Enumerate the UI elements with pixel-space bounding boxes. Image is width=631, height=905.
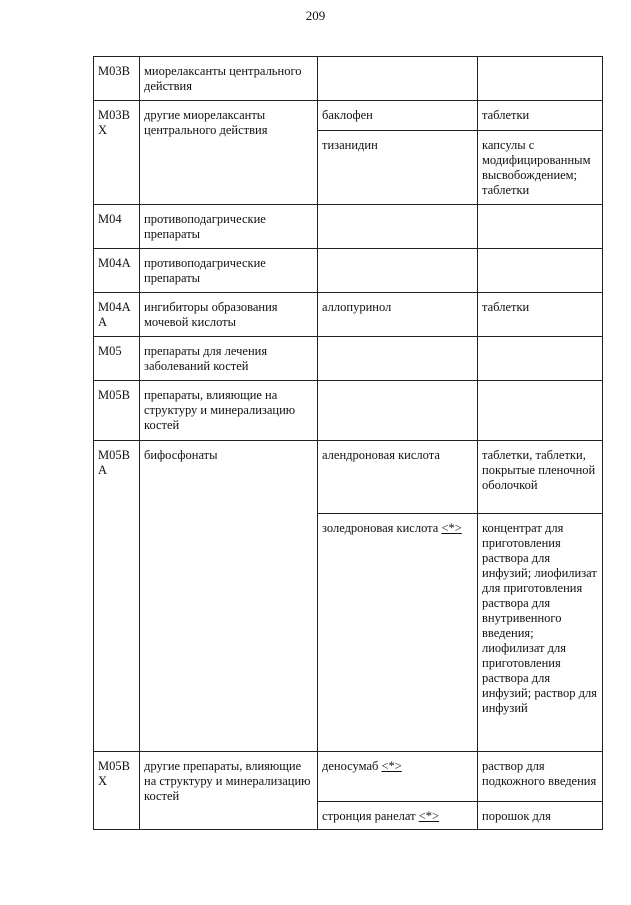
table-row [94,441,603,514]
atc-code-cell: M03B [94,57,140,101]
atc-code-cell: M03B X [94,101,140,205]
drug-name-cell [318,131,478,205]
atc-code-cell: M04A A [94,293,140,337]
group-name-cell: препараты для лечения заболеваний костей [140,337,318,381]
drug-name: тизанидин [322,138,378,152]
drug-name-cell [318,337,478,381]
drug-name: аллопуринол [322,300,392,314]
drug-name: алендроновая кислота [322,448,440,462]
atc-code-cell: M05B A [94,441,140,752]
dosage-form-cell [478,337,603,381]
atc-code-cell: M05 [94,337,140,381]
atc-code-cell: M05B [94,381,140,441]
group-name-cell: препараты, влияющие на структуру и минерализацию костей [140,381,318,441]
drug-name-cell [318,57,478,101]
page-number: 209 [305,8,326,23]
footnote-link[interactable]: <*> [381,759,402,773]
dosage-form-cell: концентрат для приготовления раствора для инфузий; лиофилизат для приготовления раствора для внутривенного введения; лиофилизат для приготовления раствора для инфузий; раствор для инфузий [478,514,603,752]
table-row [94,293,603,337]
group-name-cell: противоподагрические препараты [140,249,318,293]
table-row [94,101,603,131]
group-name-cell: ингибиторы образования мочевой кислоты [140,293,318,337]
dosage-form-cell [478,57,603,101]
atc-code-cell: M04 [94,205,140,249]
atc-code-cell: M05B X [94,752,140,830]
drug-name-cell [318,381,478,441]
group-name-cell: другие миорелаксанты центрального действия [140,101,318,205]
drug-name-cell [318,441,478,514]
drug-name: баклофен [322,108,373,122]
drug-name: стронция ранелат [322,809,416,823]
footnote-link[interactable]: <*> [418,809,440,823]
dosage-form-cell [478,381,603,441]
drug-name-cell [318,293,478,337]
group-name-cell: другие препараты, влияющие на структуру и минерализацию костей [140,752,318,830]
table-row [94,337,603,381]
dosage-form-cell: капсулы с модифицированным высвобождением; таблетки [478,131,603,205]
drug-name-cell [318,101,478,131]
drug-name-cell [318,514,478,752]
dosage-form-cell: таблетки [478,293,603,337]
table-row [94,249,603,293]
dosage-form-cell: таблетки [478,101,603,131]
dosage-form-cell: порошок для [478,802,603,830]
dosage-form-cell [478,205,603,249]
drug-name-cell [318,802,478,830]
drug-name-cell [318,249,478,293]
group-name-cell: противоподагрические препараты [140,205,318,249]
drug-name: деносумаб [322,759,379,773]
atc-code-cell: M04A [94,249,140,293]
dosage-form-cell: раствор для подкожного введения [478,752,603,802]
drug-name-cell [318,205,478,249]
table-row [94,205,603,249]
footnote-link[interactable]: <*> [441,521,462,535]
table-row [94,57,603,101]
dosage-form-cell: таблетки, таблетки, покрытые пленочной оболочкой [478,441,603,514]
group-name-cell: миорелаксанты центрального действия [140,57,318,101]
table-row [94,752,603,802]
group-name-cell: бифосфонаты [140,441,318,752]
drug-name: золедроновая кислота [322,521,439,535]
drug-table [93,56,603,830]
table-row [94,381,603,441]
dosage-form-cell [478,249,603,293]
drug-name-cell [318,752,478,802]
